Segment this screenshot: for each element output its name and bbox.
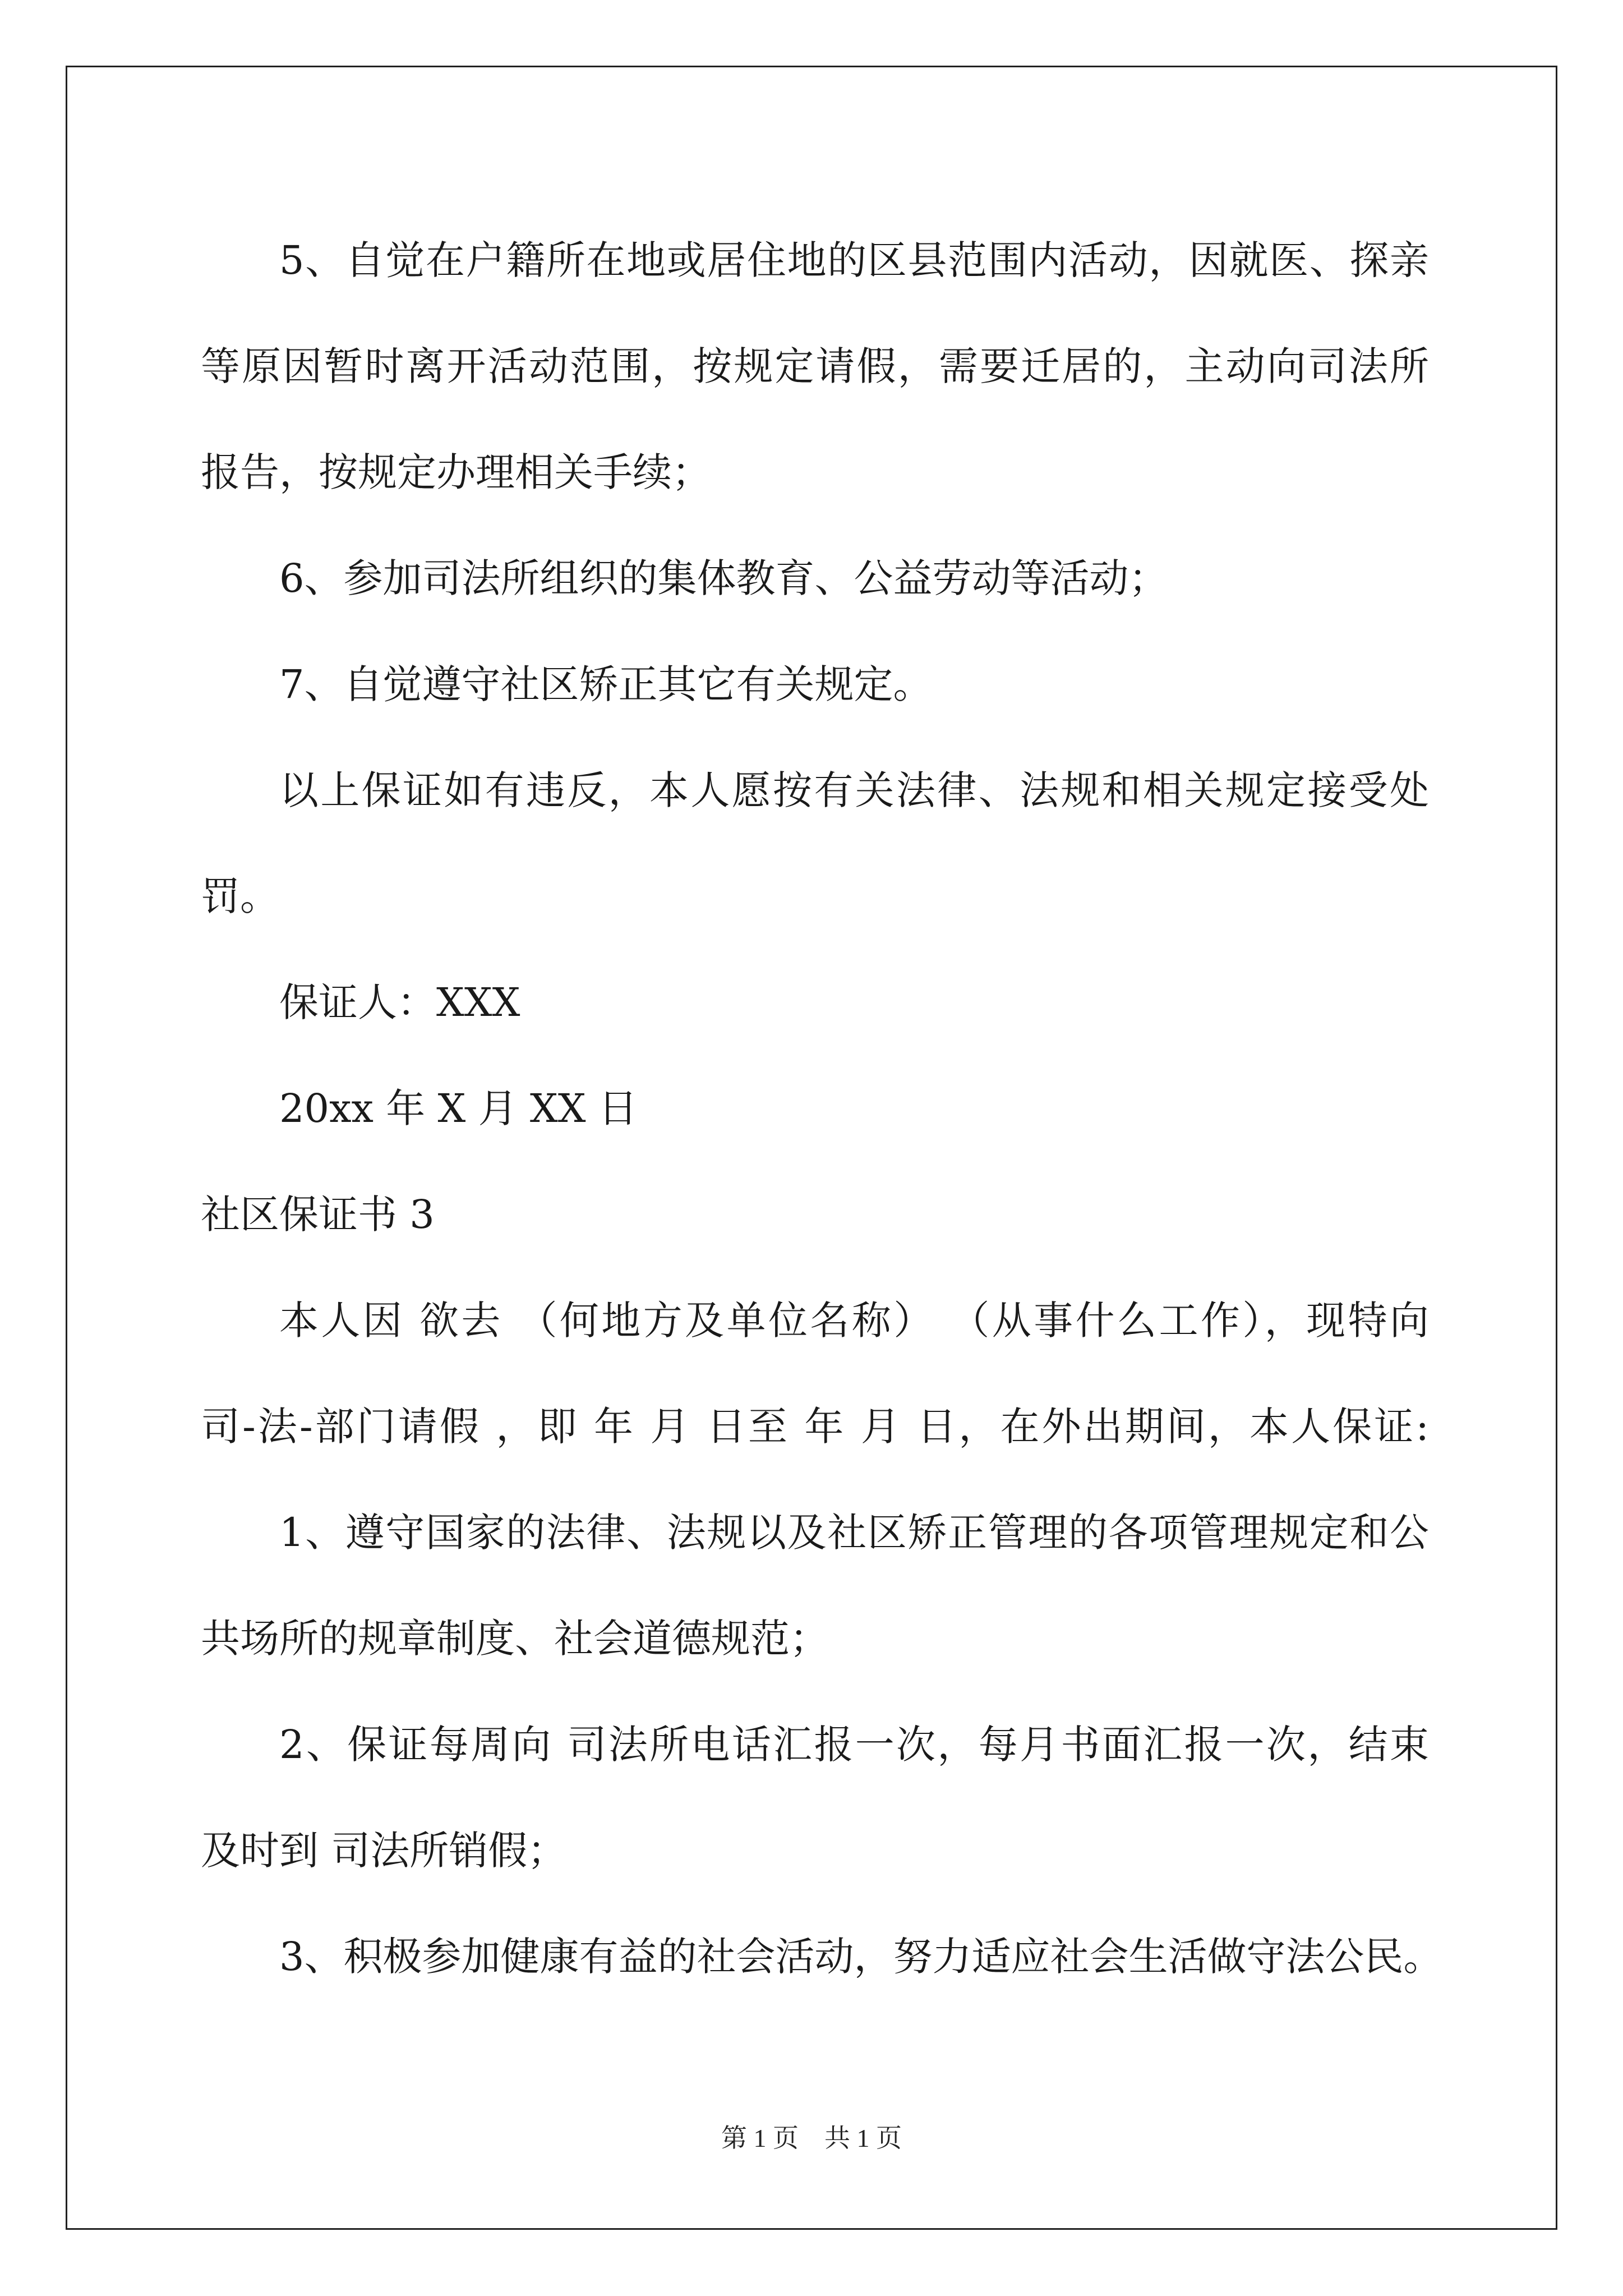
page-footer: 第 1 页 共 1 页 <box>721 2124 902 2152</box>
paragraph-line: 及时到 司法所销假； <box>201 1828 567 1874</box>
paragraph-line: 2、保证每周向 司法所电话汇报一次，每月书面汇报一次，结束 <box>279 1722 1429 1768</box>
paragraph-line: 共场所的规章制度、社会道德规范； <box>201 1616 829 1662</box>
paragraph-line: 5、自觉在户籍所在地或居住地的区县范围内活动，因就医、探亲 <box>279 237 1429 283</box>
paragraph-line: 等原因暂时离开活动范围，按规定请假，需要迁居的，主动向司法所 <box>201 343 1429 389</box>
paragraph-line: 7、自觉遵守社区矫正其它有关规定。 <box>279 661 933 707</box>
section-heading: 社区保证书 3 <box>201 1191 435 1237</box>
document-body <box>201 208 1443 2010</box>
paragraph-line: 报告，按规定办理相关手续； <box>201 449 711 495</box>
paragraph-line: 罚。 <box>201 873 279 919</box>
paragraph-line: 司-法-部门请假 ，即 年 月 日至 年 月 日，在外出期间，本人保证: <box>201 1404 1429 1450</box>
paragraph-line: 1、遵守国家的法律、法规以及社区矫正管理的各项管理规定和公 <box>279 1510 1429 1556</box>
paragraph-line: 本人因 欲去 （何地方及单位名称） （从事什么工作），现特向 <box>279 1297 1429 1343</box>
signatory-line: 保证人：XXX <box>279 979 520 1025</box>
date-line: 20xx 年 X 月 XX 日 <box>279 1085 638 1131</box>
paragraph-line: 3、积极参加健康有益的社会活动，努力适应社会生活做守法公民。 <box>279 1934 1443 1980</box>
paragraph-line: 以上保证如有违反，本人愿按有关法律、法规和相关规定接受处 <box>279 767 1429 813</box>
paragraph-line: 6、参加司法所组织的集体教育、公益劳动等活动； <box>279 555 1168 601</box>
